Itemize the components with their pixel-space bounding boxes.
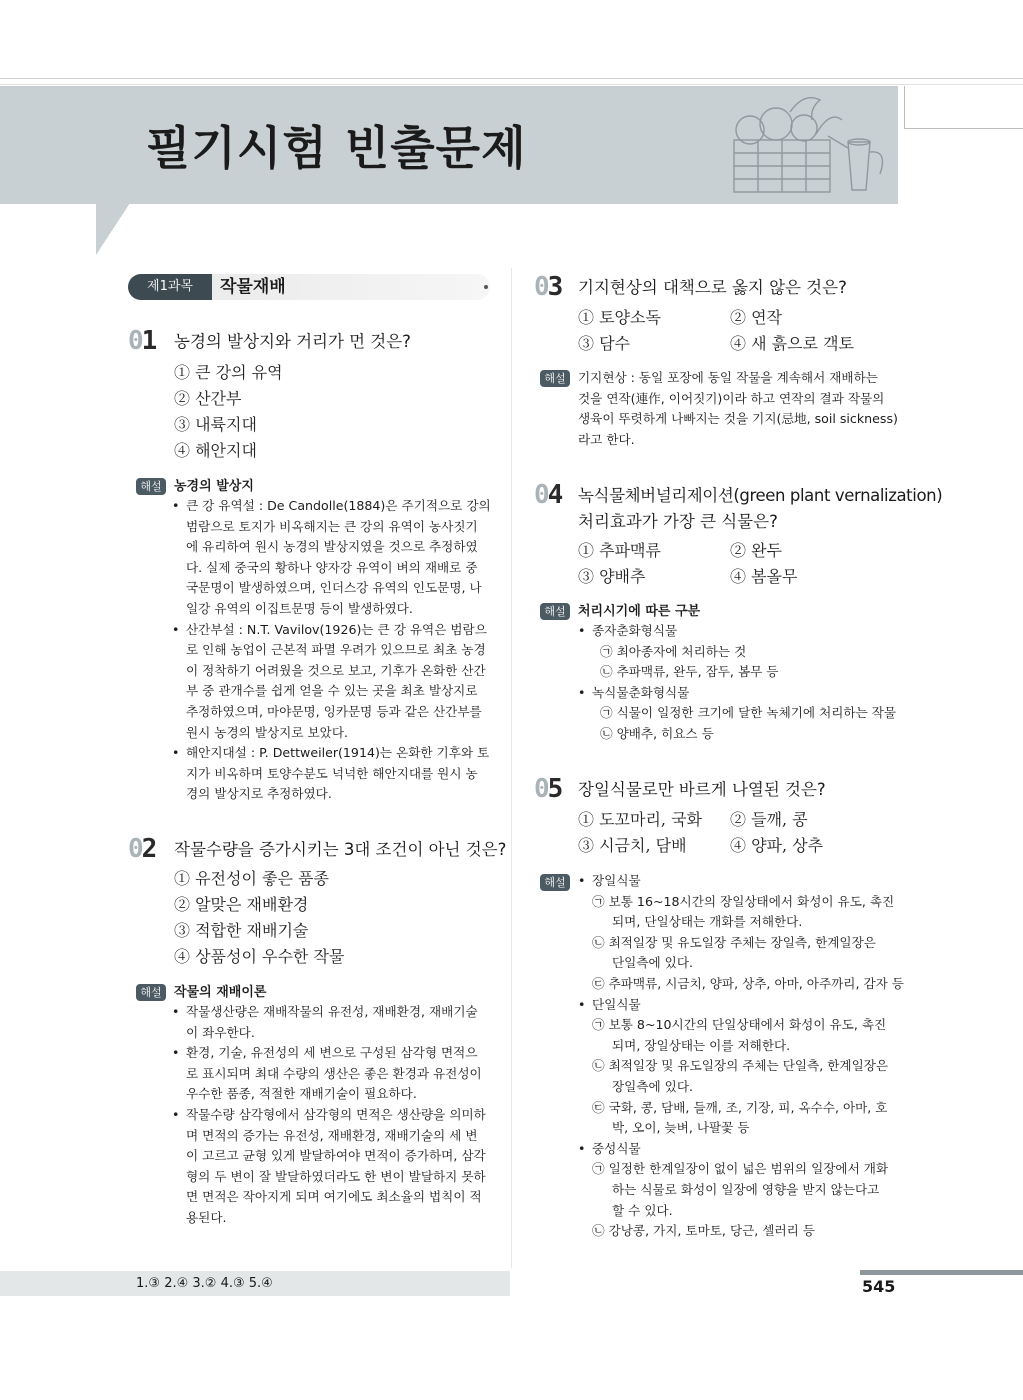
explanation-badge: 해설 xyxy=(540,874,570,891)
exp-line: 되며, 장일상태는 이를 저해한다. xyxy=(612,1037,791,1053)
explanation-5-body xyxy=(592,871,904,1242)
question-number-digit: 3 xyxy=(547,272,562,302)
subject-tag: 제1과목 xyxy=(128,274,212,300)
question-1-text: 농경의 발상지와 거리가 먼 것은? xyxy=(174,332,411,351)
exp-line: 면 면적은 작아지게 되며 여기에도 최소율의 법칙이 적 xyxy=(186,1189,482,1205)
exp-line: ㉠ 일정한 한계일장이 없이 넓은 범위의 일장에서 개화 xyxy=(592,1161,889,1177)
question-1-option-1: ① 큰 강의 유역 xyxy=(174,363,283,382)
exp-line: ㉡ 양배추, 히요스 등 xyxy=(600,725,714,741)
explanation-1-body xyxy=(186,496,491,805)
exp-line: ㉠ 보통 16~18시간의 장일상태에서 화성이 유도, 촉진 xyxy=(592,893,895,909)
exp-line: ㉢ 추파맥류, 시금치, 양파, 상추, 아마, 아주까리, 감자 등 xyxy=(592,975,904,991)
explanation-badge: 해설 xyxy=(136,984,166,1001)
exp-line: 기지현상 : 동일 포장에 동일 작물을 계속해서 재배하는 xyxy=(578,370,878,385)
exp-line: ㉠ 보통 8~10시간의 단일상태에서 화성이 유도, 촉진 xyxy=(592,1017,887,1033)
question-5-option-1: ① 도꼬마리, 국화 xyxy=(578,810,702,829)
exp-line: ㉠ 식물이 일정한 크기에 달한 녹체기에 처리하는 작물 xyxy=(600,705,897,721)
exp-line: ㉡ 강낭콩, 가지, 토마토, 당근, 셀러리 등 xyxy=(592,1223,815,1239)
question-4-option-1: ① 추파맥류 xyxy=(578,541,661,560)
explanation-2-body xyxy=(186,1002,486,1229)
exp-line: 추정하였으며, 마야문명, 잉카문명 등과 같은 산간부를 xyxy=(186,703,482,719)
explanation-2-title: 작물의 재배이론 xyxy=(174,985,267,1000)
question-3-option-3: ③ 담수 xyxy=(578,334,630,353)
exp-line: 국문명이 발생하였으며, 인더스강 유역의 인도문명, 나 xyxy=(186,580,482,596)
question-5-option-3: ③ 시금치, 담배 xyxy=(578,836,687,855)
question-4-option-3: ③ 양배추 xyxy=(578,567,646,586)
question-1-option-3: ③ 내륙지대 xyxy=(174,415,257,434)
question-5-text: 장일식물로만 바르게 나열된 것은? xyxy=(578,780,826,799)
question-3-option-1: ① 토양소독 xyxy=(578,308,661,327)
exp-line: 로 인해 농업이 근본적 파멸 우려가 있으므로 최초 농경 xyxy=(186,642,486,658)
explanation-4-body xyxy=(592,621,896,745)
question-number-zero: 0 xyxy=(534,480,548,510)
exp-line: • 작물수량 삼각형에서 삼각형의 면적은 생산량을 의미하 xyxy=(186,1105,486,1126)
question-2-option-1: ① 유전성이 좋은 품종 xyxy=(174,869,329,888)
explanation-badge: 해설 xyxy=(136,478,166,495)
header-speech-tail xyxy=(96,203,130,255)
exp-line: • 환경, 기술, 유전성의 세 변으로 구성된 삼각형 면적으 xyxy=(186,1043,486,1064)
page-title: 필기시험 빈출문제 xyxy=(146,121,527,175)
question-number-zero: 0 xyxy=(128,834,142,864)
exp-line: 우수한 품종, 적절한 재배기술이 필요하다. xyxy=(186,1086,417,1102)
exp-line: 며 면적의 증가는 유전성, 재배환경, 재배기술의 세 변 xyxy=(186,1127,478,1143)
exp-line: 원시 농경의 발상지로 보았다. xyxy=(186,724,348,740)
question-number-digit: 2 xyxy=(141,834,156,864)
question-number-digit: 5 xyxy=(547,774,562,804)
exp-line: 것을 연작(連作, 이어짓기)이라 하고 연작의 결과 작물의 xyxy=(578,390,885,406)
question-number-5 xyxy=(534,774,561,804)
subject-name: 작물재배 xyxy=(220,277,286,297)
exp-line: • 해안지대설 : P. Dettweiler(1914)는 온화한 기후와 토 xyxy=(186,743,491,764)
vegetable-crate-illustration-icon xyxy=(720,90,900,202)
question-3-option-4: ④ 새 흙으로 객토 xyxy=(730,334,854,353)
exp-line: 박, 오이, 늦벼, 나팔꽃 등 xyxy=(612,1120,750,1136)
question-5-option-2: ② 들깨, 콩 xyxy=(730,810,808,829)
exp-line: 이 좌우한다. xyxy=(186,1024,255,1040)
exp-line: 할 수 있다. xyxy=(612,1202,673,1218)
exp-line: 에 유리하여 원시 농경의 발상지였을 것으로 추정하였 xyxy=(186,539,478,555)
exp-line: • 종자춘화형식물 xyxy=(592,621,896,642)
header-corner-box xyxy=(904,86,1023,129)
question-1-option-2: ② 산간부 xyxy=(174,389,242,408)
exp-line: 로 표시되며 최대 수량의 생산은 좋은 환경과 유전성이 xyxy=(186,1065,482,1081)
exp-line: 라고 한다. xyxy=(578,431,635,447)
question-number-zero: 0 xyxy=(534,774,548,804)
question-number-zero: 0 xyxy=(128,326,142,356)
exp-line: • 장일식물 xyxy=(592,871,904,892)
exp-line: 되며, 단일상태는 개화를 저해한다. xyxy=(612,914,803,930)
question-4-option-4: ④ 봄올무 xyxy=(730,567,798,586)
question-1-option-4: ④ 해안지대 xyxy=(174,441,257,460)
exp-line: 장일측에 있다. xyxy=(612,1078,693,1094)
exp-line: 범람으로 토지가 비옥해지는 큰 강의 유역이 농사짓기 xyxy=(186,518,478,534)
explanation-badge: 해설 xyxy=(540,603,570,620)
question-number-4 xyxy=(534,480,561,510)
exp-line: 용된다. xyxy=(186,1209,227,1225)
top-rule xyxy=(0,78,1023,79)
question-number-2 xyxy=(128,834,155,864)
exp-line: ㉠ 최아종자에 처리하는 것 xyxy=(600,643,747,659)
exp-line: 이 정착하기 어려웠을 것으로 보고, 기후가 온화한 산간 xyxy=(186,662,486,678)
question-number-3 xyxy=(534,272,561,302)
exp-line: • 산간부설 : N.T. Vavilov(1926)는 큰 강 유역은 범람으 xyxy=(186,620,491,641)
exp-line: • 중성식물 xyxy=(592,1139,904,1160)
exp-line: 하는 식물로 화성이 일장에 영향을 받지 않는다고 xyxy=(612,1181,880,1197)
exp-line: 지가 비옥하며 토양수분도 넉넉한 해안지대를 원시 농 xyxy=(186,765,478,781)
question-4-text-line-1: 녹식물체버널리제이션(green plant vernalization) xyxy=(578,486,943,505)
page-number: 545 xyxy=(862,1277,896,1296)
question-4-text-line-2: 처리효과가 가장 큰 식물은? xyxy=(578,512,778,531)
exp-line: 형의 두 변이 잘 발달하였더라도 한 변이 발달하지 못하 xyxy=(186,1168,486,1184)
exp-line: ㉡ 최적일장 및 유도일장 주체는 장일측, 한계일장은 xyxy=(592,934,876,950)
exp-line: 부 중 관개수를 쉽게 얻을 수 있는 곳을 최초 발상지로 xyxy=(186,683,478,699)
top-rule-secondary xyxy=(0,84,1023,85)
exp-line: ㉡ 추파맥류, 완두, 잠두, 봄무 등 xyxy=(600,664,779,680)
page-number-bar xyxy=(860,1270,1023,1275)
exp-line: • 녹식물춘화형식물 xyxy=(592,683,896,704)
question-2-option-3: ③ 적합한 재배기술 xyxy=(174,921,309,940)
answer-key: 1.③ 2.④ 3.② 4.③ 5.④ xyxy=(136,1276,273,1291)
question-3-text: 기지현상의 대책으로 옳지 않은 것은? xyxy=(578,278,847,297)
exp-line: ㉡ 최적일장 및 유도일장의 주체는 단일측, 한계일장은 xyxy=(592,1058,889,1074)
explanation-1-title: 농경의 발상지 xyxy=(174,479,254,494)
question-5-option-4: ④ 양파, 상추 xyxy=(730,836,824,855)
exp-line: ㉢ 국화, 콩, 담배, 들깨, 조, 기장, 피, 옥수수, 아마, 호 xyxy=(592,1099,888,1115)
exp-line: 생육이 뚜렷하게 나빠지는 것을 기지(忌地, soil sickness) xyxy=(578,411,898,427)
question-3-option-2: ② 연작 xyxy=(730,308,782,327)
question-number-zero: 0 xyxy=(534,272,548,302)
exp-line: • 큰 강 유역설 : De Candolle(1884)은 주기적으로 강의 xyxy=(186,496,491,517)
exp-line: 단일측에 있다. xyxy=(612,955,693,971)
explanation-4-title: 처리시기에 따른 구분 xyxy=(578,604,701,619)
question-number-digit: 1 xyxy=(141,326,156,356)
explanation-3-body xyxy=(578,368,898,450)
explanation-badge: 해설 xyxy=(540,370,570,387)
exp-line: 이 고르고 균형 있게 발달하여야 면적이 증가하며, 삼각 xyxy=(186,1148,486,1164)
subject-bar-dot xyxy=(484,285,488,289)
question-4-option-2: ② 완두 xyxy=(730,541,782,560)
column-divider xyxy=(511,268,512,1268)
exp-line: 다. 실제 중국의 황하나 양자강 유역이 벼의 재배로 중 xyxy=(186,559,478,575)
exp-line: • 단일식물 xyxy=(592,995,904,1016)
exp-line: 경의 발상지로 추정하였다. xyxy=(186,786,332,802)
question-2-text: 작물수량을 증가시키는 3대 조건이 아닌 것은? xyxy=(174,840,507,859)
exp-line: 일강 유역의 이집트문명 등이 발생하였다. xyxy=(186,600,413,616)
question-2-option-4: ④ 상품성이 우수한 작물 xyxy=(174,947,345,966)
exp-line: • 작물생산량은 재배작물의 유전성, 재배환경, 재배기술 xyxy=(186,1002,486,1023)
question-number-digit: 4 xyxy=(547,480,562,510)
question-2-option-2: ② 알맞은 재배환경 xyxy=(174,895,309,914)
question-number-1 xyxy=(128,326,155,356)
